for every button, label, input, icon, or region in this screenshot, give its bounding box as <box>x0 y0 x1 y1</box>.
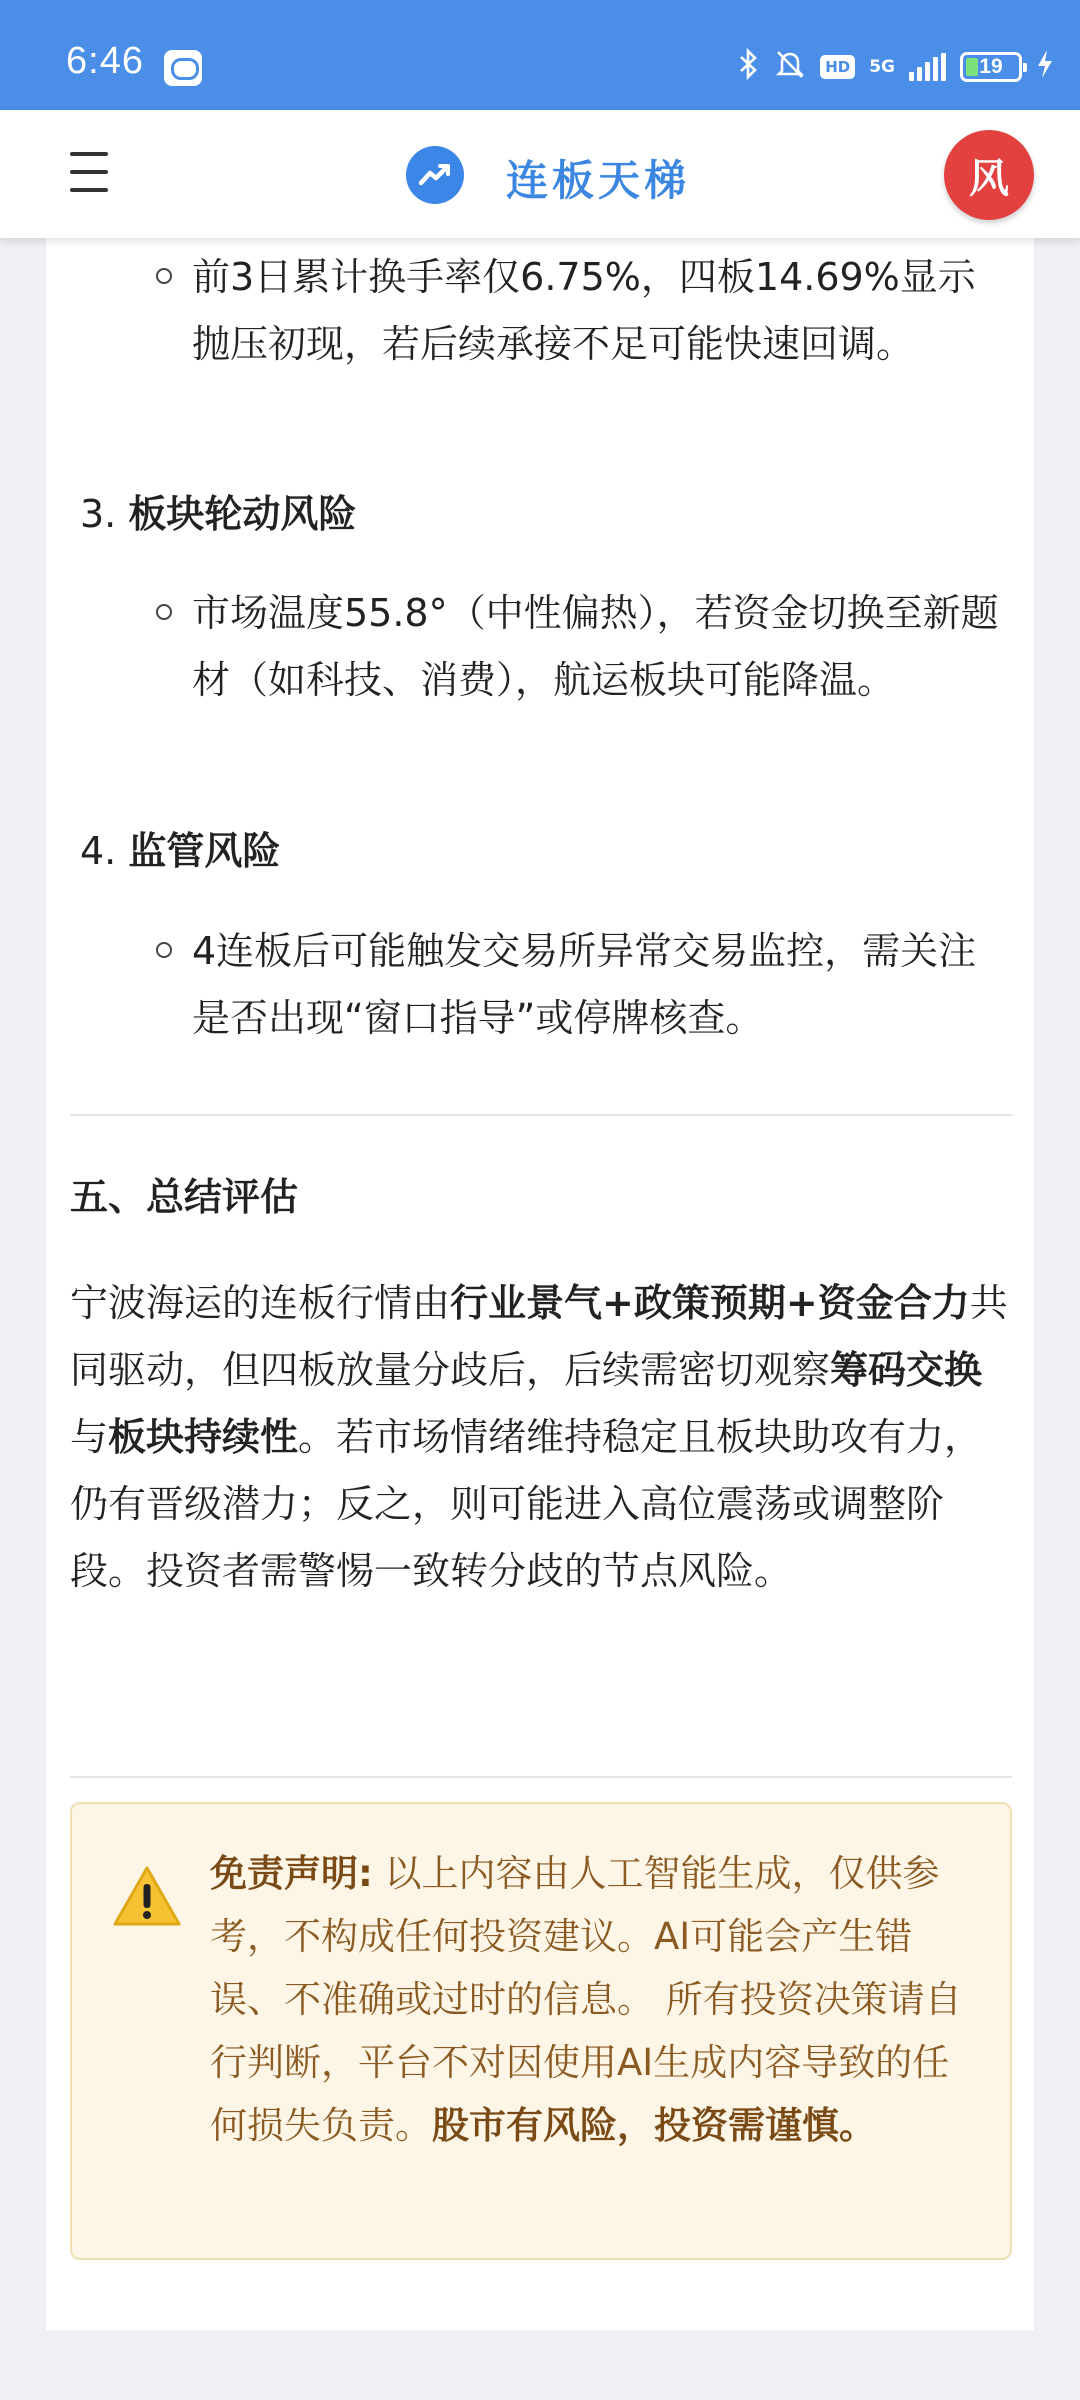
summary-emphasis: 筹码交换 <box>830 1348 983 1392</box>
hd-icon: HD <box>820 55 855 79</box>
analysis-content <box>46 200 1034 2330</box>
avatar[interactable]: 风 <box>944 130 1034 220</box>
app-header <box>0 110 1080 238</box>
risk-item-3-text: 市场温度55.8°（中性偏热），若资金切换至新题材（如科技、消费），航运板块可能降温。 <box>192 591 999 702</box>
disclaimer-emphasis: 股市有风险，投资需谨慎。 <box>432 2104 876 2147</box>
battery-level: 19 <box>979 55 1003 78</box>
message-notification-icon <box>164 50 202 86</box>
disclaimer-box <box>70 1802 1012 2260</box>
disclaimer-label: 免责声明: <box>210 1852 373 1895</box>
network-type: 5G <box>869 56 895 77</box>
risk-item-3-heading <box>80 484 356 544</box>
summary-text: 共同驱动，但四板放量分歧后，后续需密切观察 <box>70 1281 1008 1392</box>
charging-icon <box>1036 49 1054 85</box>
page-title: 连板天梯 <box>506 156 691 205</box>
status-bar <box>0 0 1080 110</box>
bluetooth-icon <box>738 48 760 86</box>
divider <box>70 1114 1012 1116</box>
risk-item-3-title: 板块轮动风险 <box>128 492 357 536</box>
risk-turnover-text: 前3日累计换手率仅6.75%，四板14.69%显示抛压初现，若后续承接不足可能快速回调。 <box>192 255 976 366</box>
risk-item-4-heading <box>80 821 280 881</box>
status-time: 6:46 <box>66 40 144 82</box>
section-summary-title: 五、总结评估 <box>70 1175 299 1219</box>
disclaimer-text <box>210 1842 980 2157</box>
battery-icon <box>960 52 1022 82</box>
trend-chart-logo-icon <box>406 146 464 204</box>
bullet-icon <box>156 942 172 958</box>
bullet-icon <box>156 604 172 620</box>
risk-item-4-title: 监管风险 <box>128 829 281 873</box>
status-icons <box>738 46 1054 88</box>
summary-paragraph <box>70 1270 1016 1605</box>
risk-item-4-text: 4连板后可能触发交易所异常交易监控，需关注是否出现“窗口指导”或停牌核查。 <box>192 929 977 1040</box>
divider <box>70 1776 1012 1778</box>
mute-bell-icon <box>774 48 806 86</box>
menu-icon[interactable] <box>70 152 108 192</box>
warning-icon <box>112 1864 182 1928</box>
summary-emphasis: 行业景气+政策预期+资金合力 <box>450 1281 970 1325</box>
summary-text: 宁波海运的连板行情由 <box>70 1281 451 1325</box>
summary-text: 与 <box>70 1415 109 1459</box>
risk-item-3-number: 3. <box>80 492 117 536</box>
disclaimer-body: 以上内容由人工智能生成，仅供参考，不构成任何投资建议。AI可能会产生错误、不准确或过时的信息。 所有投资决策请自行判断，平台不对因使用AI生成内容导致的任何损失负责。 <box>210 1852 962 2147</box>
summary-emphasis: 板块持续性 <box>108 1415 299 1459</box>
summary-text: 。若市场情绪维持稳定且板块助攻有力，仍有晋级潜力；反之，则可能进入高位震荡或调整阶段。投资者需警惕一致转分歧的节点风险。 <box>70 1415 983 1593</box>
signal-strength-icon <box>909 53 946 81</box>
bullet-icon <box>156 268 172 284</box>
risk-item-4-number: 4. <box>80 829 117 873</box>
